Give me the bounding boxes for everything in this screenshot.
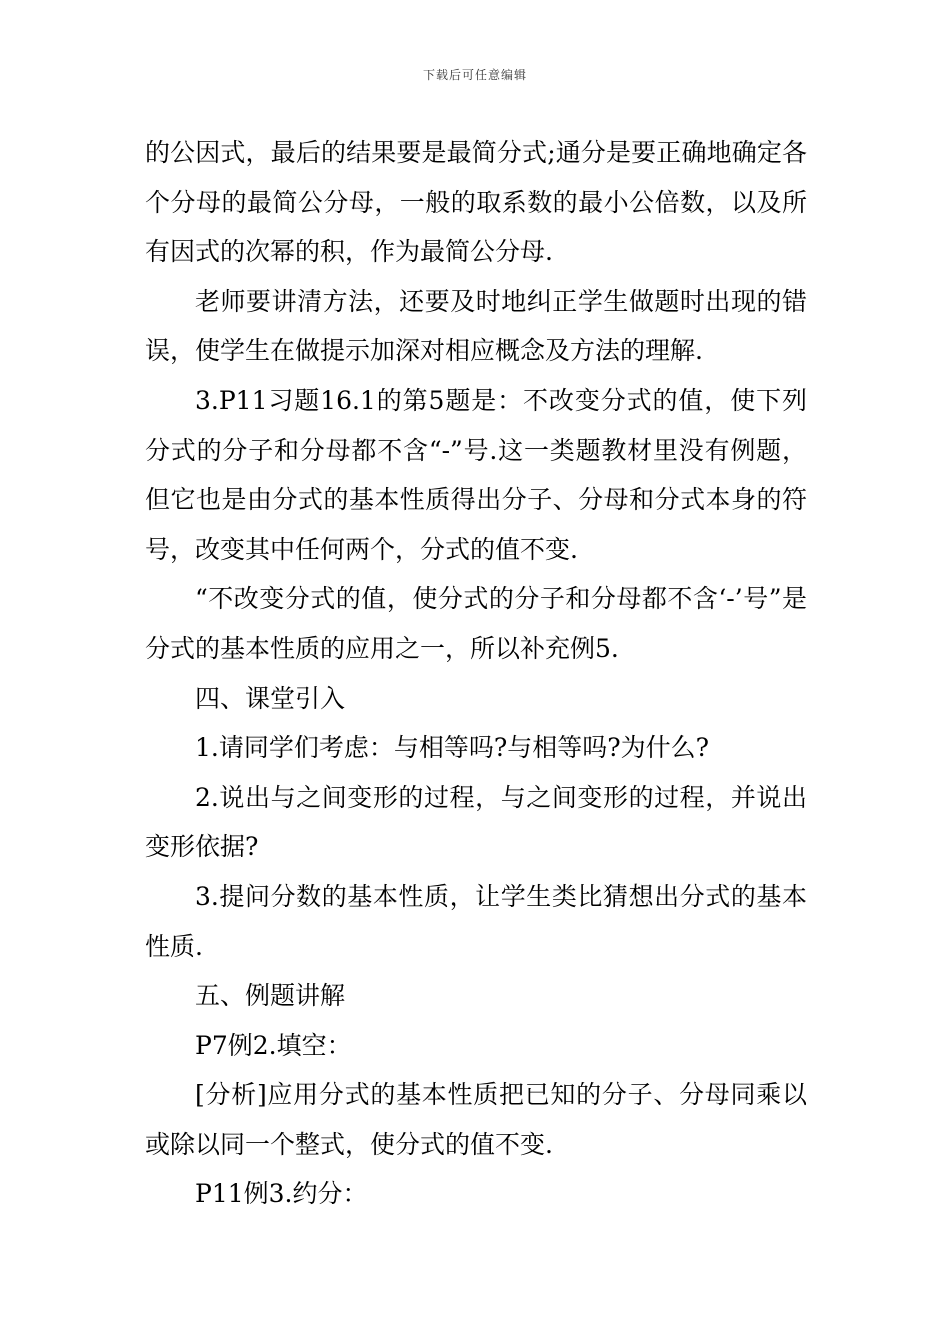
example-3-label: P11例3.约分： [195, 1179, 368, 1209]
paragraph-supplement-example: “不改变分式的值，使分式的分子和分母都不含‘-’号”是分式的基本性质的应用之一，所以补充例5. [145, 584, 807, 663]
paragraph-exercise-note: 3.P11习题16.1的第5题是：不改变分式的值，使下列分式的分子和分母都不含“-”号.这一类题教材里没有例题，但它也是由分式的基本性质得出分子、分母和分式本身的符号，改变其中任何两个，分式的值不变. [145, 385, 807, 564]
list-item-question-1: 1.请同学们考虑：与相等吗?与相等吗?为什么? [195, 733, 710, 763]
list-item-question-2: 2.说出与之间变形的过程，与之间变形的过程，并说出变形依据? [145, 782, 807, 862]
section-heading-introduction: 四、课堂引入 [195, 683, 346, 713]
paragraph-teacher-method: 老师要讲清方法，还要及时地纠正学生做题时出现的错误，使学生在做提示加深对相应概念及方法的理解. [145, 286, 807, 366]
document-body [145, 128, 807, 1219]
section-heading-examples: 五、例题讲解 [195, 981, 346, 1011]
list-item-question-3: 3.提问分数的基本性质，让学生类比猜想出分式的基本性质. [145, 881, 807, 961]
example-analysis: [分析]应用分式的基本性质把已知的分子、分母同乘以或除以同一个整式，使分式的值不变. [145, 1080, 807, 1159]
example-2-label: P7例2.填空： [195, 1030, 352, 1060]
paragraph-continuation: 的公因式，最后的结果要是最简分式;通分是要正确地确定各个分母的最简公分母，一般的取系数的最小公倍数，以及所有因式的次幂的积，作为最简公分母. [145, 138, 807, 267]
download-note: 下载后可任意编辑 [422, 68, 527, 82]
